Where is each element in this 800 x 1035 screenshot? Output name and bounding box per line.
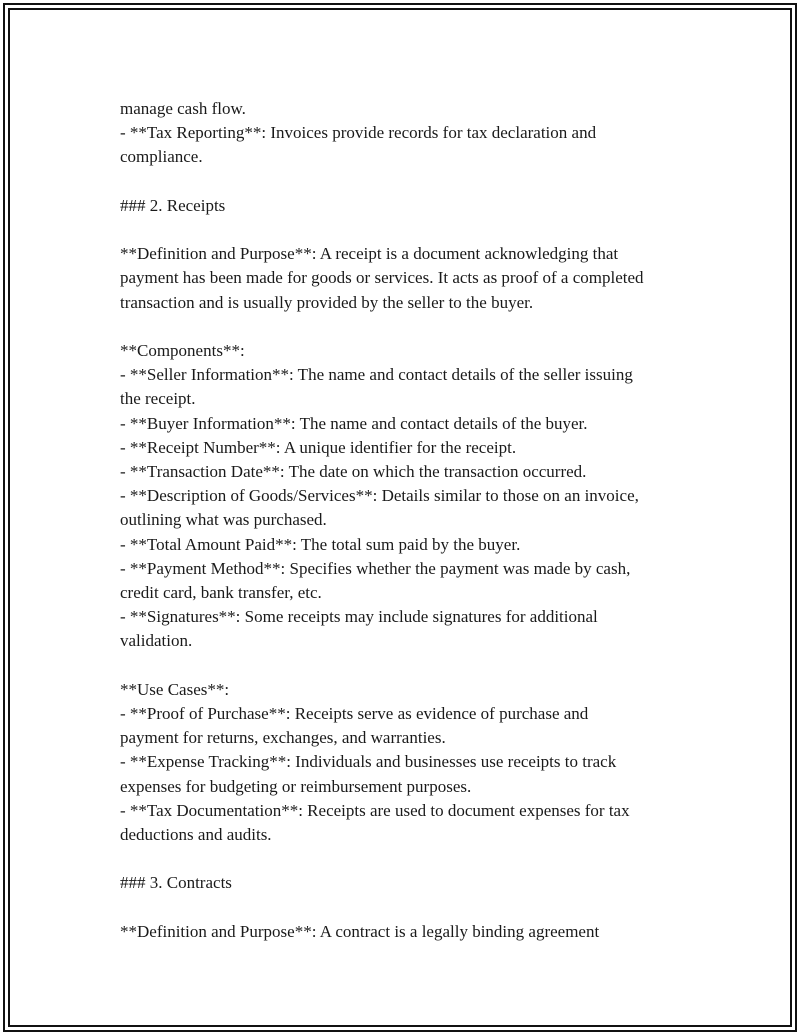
text-line: expenses for budgeting or reimbursement purposes. <box>120 776 472 796</box>
text-line: **Definition and Purpose**: A receipt is a document acknowledging that <box>120 244 619 264</box>
subheading: **Components**: <box>120 340 245 360</box>
list-item: - **Seller Information**: The name and contact details of the seller issuing <box>120 365 633 385</box>
text-line: deductions and audits. <box>120 825 272 845</box>
blank-line <box>120 847 700 871</box>
text-line: manage cash flow. <box>120 99 246 118</box>
list-item: - **Total Amount Paid**: The total sum paid by the buyer. <box>120 534 521 554</box>
text-line: payment has been made for goods or services. It acts as proof of a completed <box>120 268 644 288</box>
text-line: compliance. <box>120 147 203 167</box>
section-heading: ### 2. Receipts <box>120 195 226 215</box>
text-line: credit card, bank transfer, etc. <box>120 583 322 603</box>
blank-line <box>120 654 700 678</box>
text-line: - **Tax Reporting**: Invoices provide records for tax declaration and <box>120 123 597 143</box>
blank-line <box>120 315 700 339</box>
text-line: the receipt. <box>120 389 196 409</box>
list-item: - **Receipt Number**: A unique identifier for the receipt. <box>120 437 517 457</box>
text-line: payment for returns, exchanges, and warranties. <box>120 728 446 748</box>
text-line: outlining what was purchased. <box>120 510 327 530</box>
blank-line <box>120 170 700 194</box>
list-item: - **Tax Documentation**: Receipts are used to document expenses for tax <box>120 800 630 820</box>
text-line: validation. <box>120 631 193 651</box>
section-heading: ### 3. Contracts <box>120 873 232 893</box>
subheading: **Use Cases**: <box>120 679 230 699</box>
blank-line <box>120 218 700 242</box>
list-item: - **Buyer Information**: The name and contact details of the buyer. <box>120 413 588 433</box>
list-item: - **Proof of Purchase**: Receipts serve as evidence of purchase and <box>120 704 589 724</box>
list-item: - **Signatures**: Some receipts may include signatures for additional <box>120 607 598 627</box>
document-body <box>120 97 700 944</box>
blank-line <box>120 896 700 920</box>
list-item: - **Payment Method**: Specifies whether the payment was made by cash, <box>120 558 631 578</box>
list-item: - **Expense Tracking**: Individuals and businesses use receipts to track <box>120 752 617 772</box>
text-line: transaction and is usually provided by the seller to the buyer. <box>120 292 534 312</box>
text-line: **Definition and Purpose**: A contract is a legally binding agreement <box>120 921 600 941</box>
list-item: - **Description of Goods/Services**: Details similar to those on an invoice, <box>120 486 639 506</box>
list-item: - **Transaction Date**: The date on which the transaction occurred. <box>120 462 587 481</box>
page-frame <box>3 3 797 1032</box>
